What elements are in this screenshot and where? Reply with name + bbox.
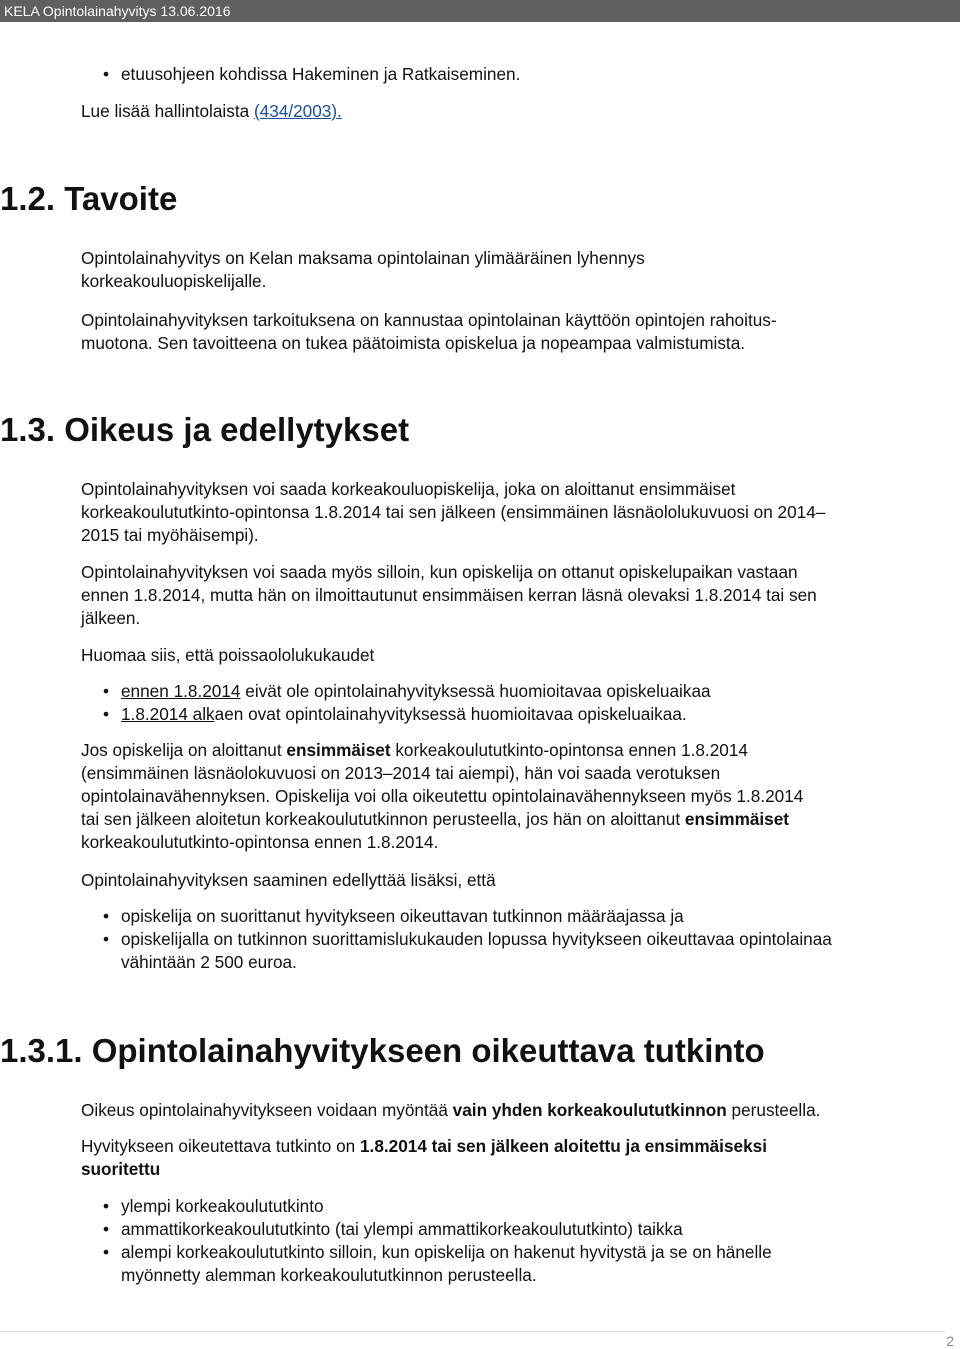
text: tai sen jälkeen aloitetun korkeakoulututkinnon perusteella, jos hän on aloittanut — [81, 809, 685, 829]
list-item-text: eivät ole opintolainahyvityksessä huomioitavaa opiskeluaikaa — [240, 681, 711, 701]
text-line: 2015 tai myöhäisempi). — [81, 525, 259, 545]
tavoite-paragraph-1 — [81, 247, 941, 293]
list-item — [81, 1241, 951, 1287]
text-line: opintolainavähennyksen. Opiskelija voi olla oikeutettu opintolainavähennykseen myös 1.8.2014 — [81, 786, 804, 806]
text-line: muotona. Sen tavoitteena on tukea päätoimista opiskelua ja nopeampaa valmistumista. — [81, 333, 746, 353]
text-line: ennen 1.8.2014, mutta hän on ilmoittautunut ensimmäisen kerran läsnä olevaksi 1.8.2014 tai sen — [81, 585, 817, 605]
tavoite-paragraph-2 — [81, 309, 941, 355]
oikeus-paragraph-2 — [81, 561, 941, 630]
document-header-title: KELA Opintolainahyvitys 13.06.2016 — [4, 3, 231, 19]
text-line: Opintolainahyvityksen voi saada myös silloin, kun opiskelija on ottanut opiskelupaikan vastaan — [81, 562, 798, 582]
footer-divider — [0, 1331, 945, 1332]
text-line: korkeakouluopiskelijalle. — [81, 271, 267, 291]
heading-tavoite: 1.2. Tavoite — [0, 180, 178, 217]
text-line: korkeakoulututkinto-opintonsa 1.8.2014 tai sen jälkeen (ensimmäinen läsnäololukuvuosi on 2014– — [81, 502, 826, 522]
absence-list — [81, 680, 951, 726]
list-item-text: opiskelijalla on tutkinnon suorittamislukukauden lopussa hyvitykseen oikeuttavaa opintolainaa — [121, 929, 832, 949]
text-line: Opintolainahyvityksen voi saada korkeakouluopiskelija, joka on aloittanut ensimmäiset — [81, 479, 736, 499]
oikeus-paragraph-4 — [81, 739, 941, 854]
law-link[interactable]: (434/2003). — [253, 101, 342, 121]
intro-list — [81, 63, 951, 86]
list-item-text: aen ovat opintolainahyvityksessä huomioitavaa opiskeluaikaa. — [214, 704, 687, 724]
text: perusteella. — [726, 1100, 821, 1120]
bold-text: 1.8.2014 tai sen jälkeen aloitettu ja ensimmäiseksi — [359, 1136, 767, 1156]
oikeus-paragraph-5: Opintolainahyvityksen saaminen edellyttää lisäksi, että — [81, 870, 496, 890]
more-info-paragraph — [81, 100, 941, 123]
list-item — [81, 703, 951, 726]
list-item — [81, 1195, 951, 1218]
heading-oikeus: 1.3. Oikeus ja edellytykset — [0, 411, 410, 448]
oikeus-paragraph-3: Huomaa siis, että poissaololukukaudet — [81, 645, 375, 665]
list-item-text: myönnetty alemman korkeakoulututkinnon perusteella. — [121, 1265, 537, 1285]
text: Hyvitykseen oikeutettava tutkinto on — [81, 1136, 360, 1156]
list-item-text: ammattikorkeakoulututkinto (tai ylempi ammattikorkeakoulututkinto) taikka — [121, 1219, 683, 1239]
bold-text: ensimmäiset — [684, 809, 790, 829]
page-number: 2 — [946, 1333, 954, 1349]
list-item-text: ylempi korkeakoulututkinto — [121, 1196, 324, 1216]
list-item — [81, 928, 951, 974]
degree-list — [81, 1195, 951, 1287]
list-item-text: opiskelija on suorittanut hyvitykseen oikeuttavan tutkinnon määräajassa ja — [121, 906, 684, 926]
bold-text: vain yhden korkeakoulututkinnon — [452, 1100, 727, 1120]
list-item — [81, 63, 951, 86]
text-line: Opintolainahyvityksen tarkoituksena on kannustaa opintolainan käyttöön opintojen rahoitus- — [81, 310, 777, 330]
oikeus-paragraph-1 — [81, 478, 941, 547]
bold-text: ensimmäiset — [286, 740, 391, 760]
text: Oikeus opintolainahyvitykseen voidaan myöntää — [81, 1100, 453, 1120]
list-item — [81, 905, 951, 928]
list-item — [81, 680, 951, 703]
heading-tutkinto: 1.3.1. Opintolainahyvitykseen oikeuttava tutkinto — [0, 1032, 765, 1069]
requirements-list — [81, 905, 951, 974]
text-line: Opintolainahyvitys on Kelan maksama opintolainan ylimääräinen lyhennys — [81, 248, 645, 268]
text-line: jälkeen. — [81, 608, 141, 628]
text-line: korkeakoulututkinto-opintonsa ennen 1.8.2014. — [81, 832, 439, 852]
tutkinto-paragraph-2 — [81, 1135, 941, 1181]
list-item-text: vähintään 2 500 euroa. — [121, 952, 297, 972]
text: korkeakoulututkinto-opintonsa ennen 1.8.2014 — [390, 740, 748, 760]
tutkinto-paragraph-1 — [81, 1099, 941, 1122]
text-line: (ensimmäinen läsnäolokuvuosi on 2013–2014 tai aiempi), hän voi saada verotuksen — [81, 763, 721, 783]
text: Jos opiskelija on aloittanut — [81, 740, 287, 760]
list-item — [81, 1218, 951, 1241]
list-item-text: etuusohjeen kohdissa Hakeminen ja Ratkaiseminen. — [121, 64, 521, 84]
bold-text: suoritettu — [81, 1159, 161, 1179]
underlined-text: 1.8.2014 alk — [121, 704, 215, 724]
more-info-text: Lue lisää hallintolaista — [81, 101, 254, 121]
list-item-text: alempi korkeakoulututkinto silloin, kun opiskelija on hakenut hyvitystä ja se on hänelle — [121, 1242, 772, 1262]
underlined-text: ennen 1.8.2014 — [121, 681, 241, 701]
document-header — [0, 0, 960, 22]
